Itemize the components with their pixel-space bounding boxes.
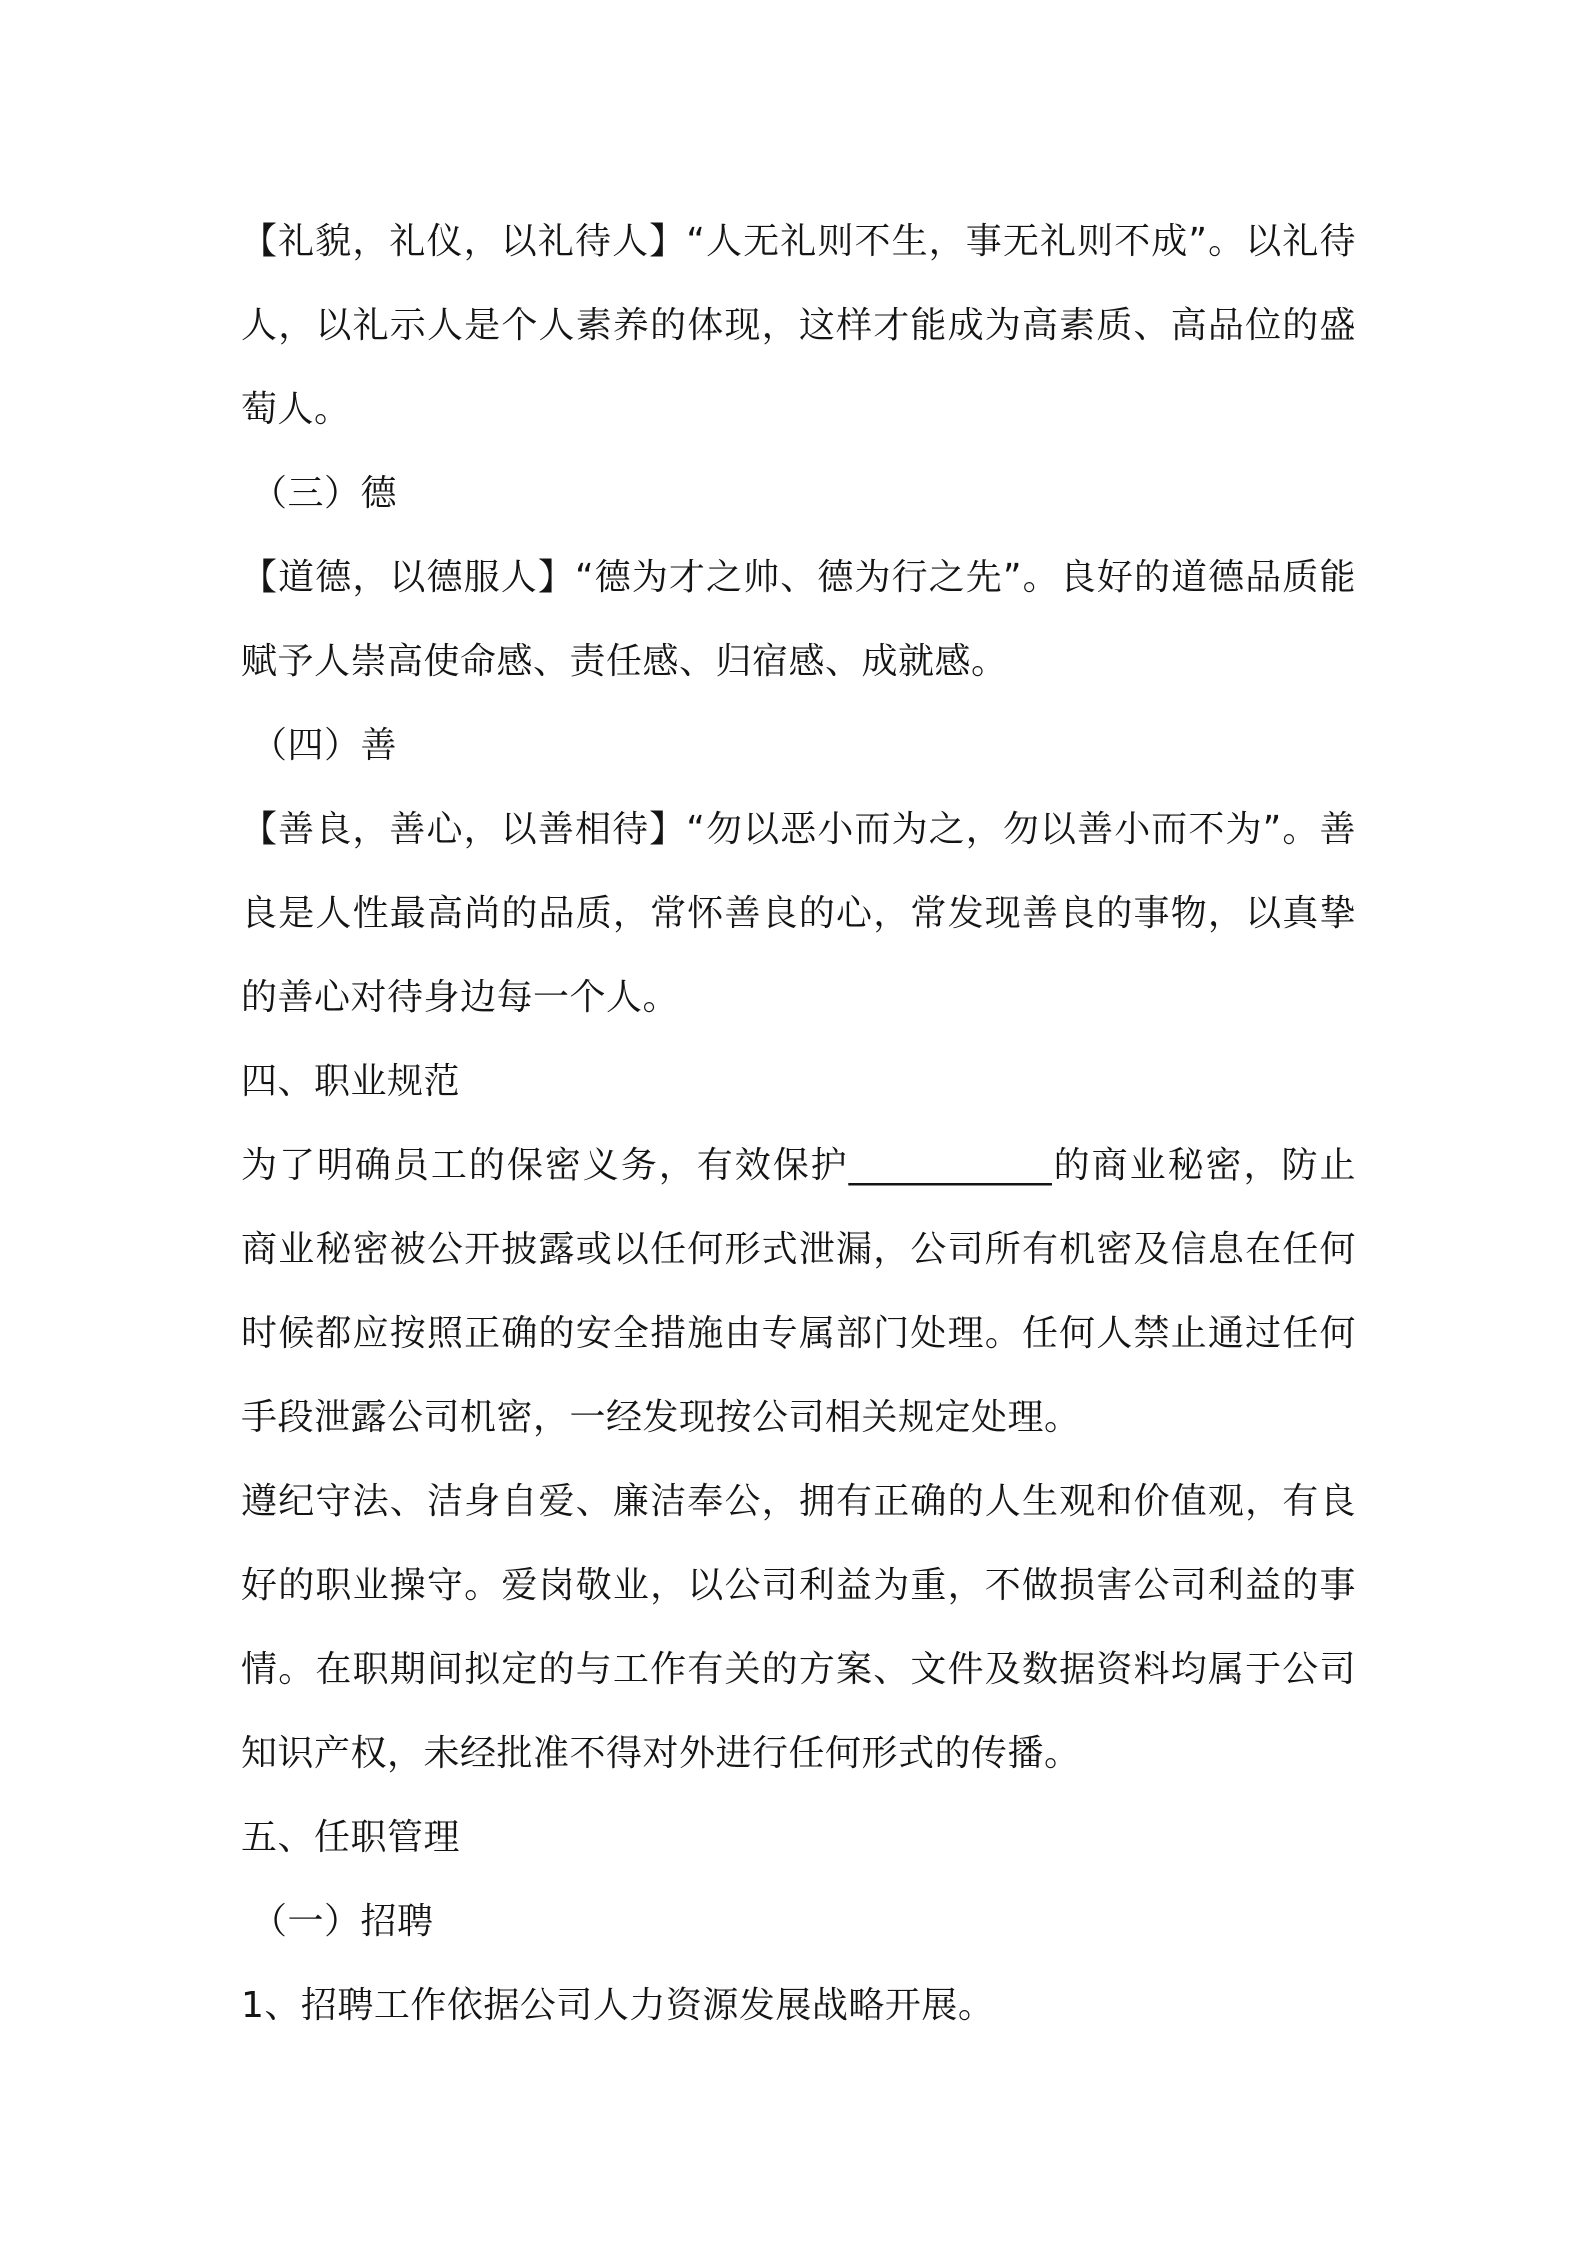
subheading-kindness: （四）善 bbox=[251, 725, 398, 766]
paragraph-kindness: 【善良，善心，以善相待】“勿以恶小而为之，勿以善小而不为”。善良是人性最高尚的品质，常怀善良的心，常发现善良的事物，以真挚的善心对待身边每一个人。 bbox=[241, 809, 1356, 1018]
subheading-virtue: （三）德 bbox=[251, 473, 398, 514]
paragraph-virtue: 【道德，以德服人】“德为才之帅、德为行之先”。良好的道德品质能赋予人崇高使命感、责任感、归宿感、成就感。 bbox=[241, 557, 1356, 682]
paragraph-recruitment-item-1: 1、招聘工作依据公司人力资源发展战略开展。 bbox=[241, 1985, 995, 2026]
section-heading-employment-management: 五、任职管理 bbox=[241, 1817, 461, 1858]
section-heading-professional-norms: 四、职业规范 bbox=[241, 1061, 461, 1102]
paragraph-conduct: 遵纪守法、洁身自爱、廉洁奉公，拥有正确的人生观和价值观，有良好的职业操守。爱岗敬业，以公司利益为重，不做损害公司利益的事情。在职期间拟定的与工作有关的方案、文件及数据资料均属于公司知识产权，未经批准不得对外进行任何形式的传播。 bbox=[241, 1481, 1356, 1774]
document-body bbox=[241, 200, 1356, 2048]
subheading-recruitment: （一）招聘 bbox=[251, 1901, 434, 1942]
paragraph-confidentiality: 为了明确员工的保密义务，有效保护___________的商业秘密，防止商业秘密被公开披露或以任何形式泄漏，公司所有机密及信息在任何时候都应按照正确的安全措施由专属部门处理。任何人禁止通过任何手段泄露公司机密，一经发现按公司相关规定处理。 bbox=[241, 1145, 1356, 1438]
paragraph-courtesy: 【礼貌，礼仪，以礼待人】“人无礼则不生，事无礼则不成”。以礼待人，以礼示人是个人素养的体现，这样才能成为高素质、高品位的盛萄人。 bbox=[241, 221, 1356, 430]
